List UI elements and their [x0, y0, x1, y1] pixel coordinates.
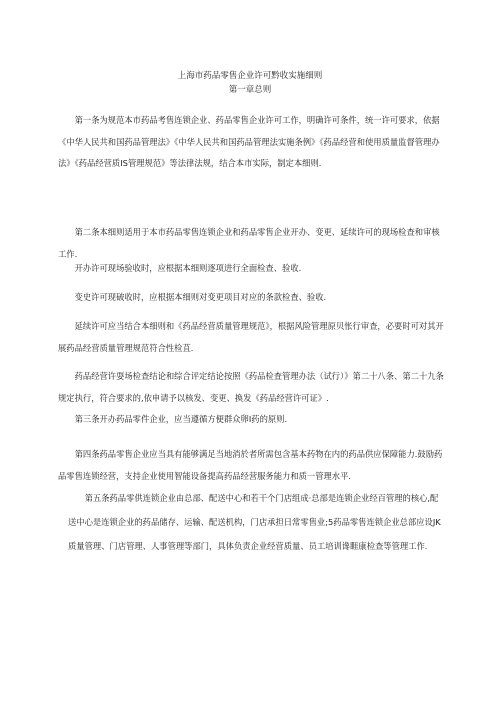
- document-title: 上海市药品零售企业许可黔收实施细则: [177, 71, 323, 81]
- paragraph-opening-permit: 开办许可现场验收时，应根据本细则逐项进行全面检查、验收.: [74, 263, 302, 273]
- paragraph-renewal-permit: 延续许可应当结合本细则和《药品经营质量管理规范》，根据风险管理原贝怅行审查，必要时可对其开展药品经营质量管理规范符合性检苴.: [58, 321, 444, 353]
- paragraph-article-3: 第三条开办药品零件企业，应当遵循方便群众卵I药的原则.: [74, 414, 288, 424]
- paragraph-article-2: 第二条本细则适用于本市药品零售连锁企业和药品零售企业开办、变更、延续许可的现场检查和审核工作.: [58, 227, 440, 259]
- paragraph-change-permit: 变史许可现破收时，应根据本细则对变更项目对应的条款检査、验收.: [74, 292, 327, 302]
- paragraph-inspection-conclusion: 药品经营许耍场检查结论和综合评定结论按照《药品检査管理办法（试行）》第二十八条、第二十九条规定执行，符合要求的,依申请予以核发、变更、换发《药品经营许可证》.: [58, 371, 444, 403]
- paragraph-article-4: 第四条药品零售企业应当具有能够满足当地消於者所需包含基本药物在内的药品供应保障能力.鼓励药品零售连锁经营，支持企业使用智能设备提高药品经营服务能力和质一管理水平.: [58, 449, 443, 481]
- chapter-heading: 第一章总则: [228, 85, 272, 95]
- paragraph-article-1: 第一条为规范本市药品考售连锁企业、药品零售企业许可工作，明确许可条件，统一许可要求，依据《中华人民共和国药品管理法》《中华人民共和国药品管理法实施条例》《药品经营和使用质量监督管理办法》《药品经营质IS管理规范》等法律法规，结合本市实际，制定本细则.: [58, 115, 440, 168]
- paragraph-article-5: 第五条药品零供连锁企业由总部、配送中心和若干个门店组成·总部是连锁企业经百管理的核心,配送中心是连锁企业的药品储存、运输、配送机构，门店承担日常零售业;5药品零售连锁企业总部应设JK质量管理、门店管理、人事管理等部门，具体负责企业经营质量、员工培训谗睚康检查等管理工作.: [68, 493, 441, 551]
